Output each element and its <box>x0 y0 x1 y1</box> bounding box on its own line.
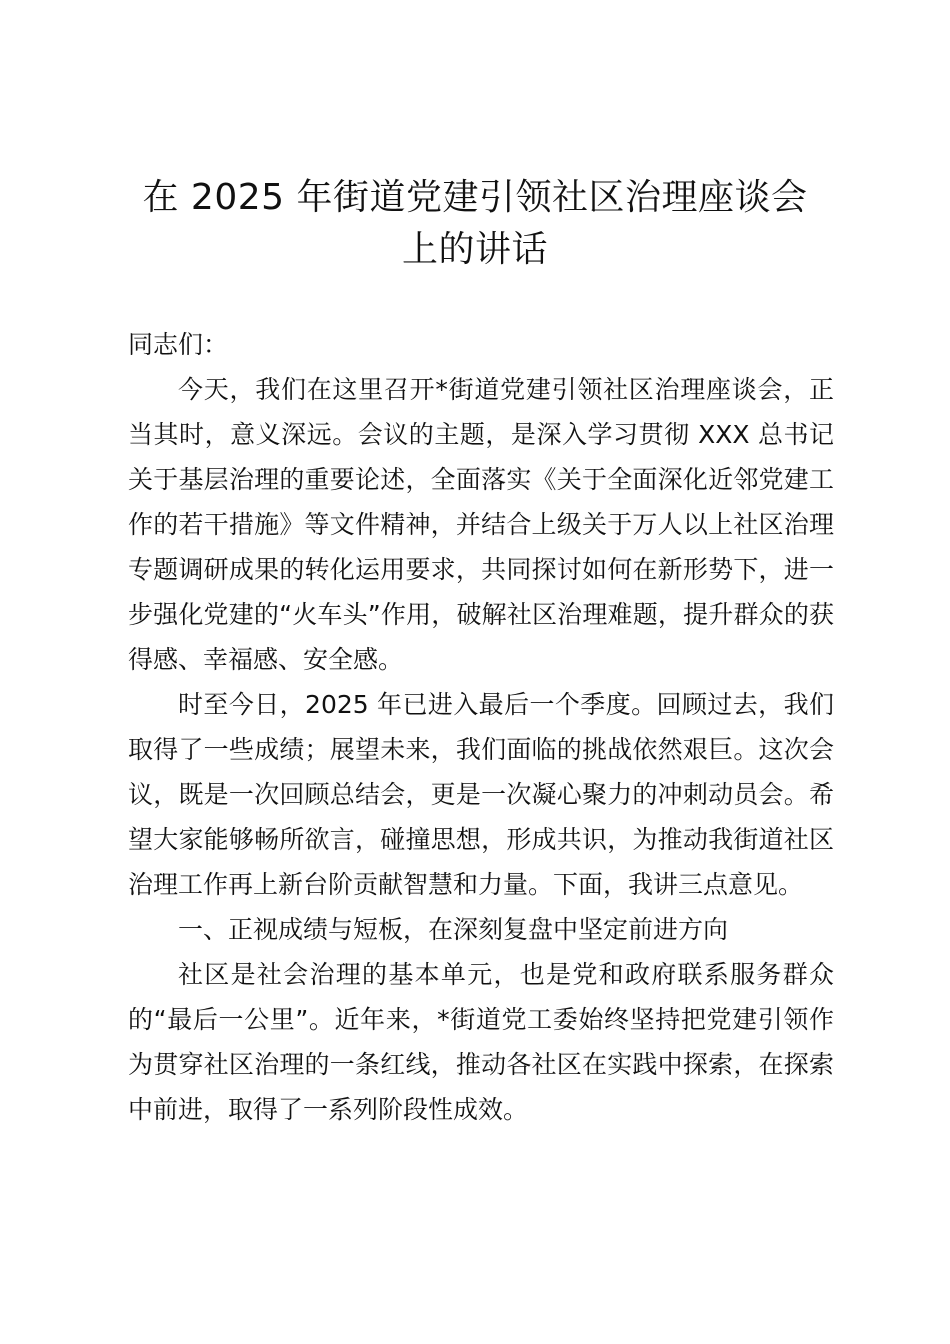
paragraph-opening: 今天，我们在这里召开*街道党建引领社区治理座谈会，正当其时，意义深远。会议的主题，是深入学习贯彻 XXX 总书记关于基层治理的重要论述，全面落实《关于全面深化近邻党建工作的若干措施》等文件精神，并结合上级关于万人以上社区治理专题调研成果的转化运用要求，共同探讨如何在新形势下，进一步强化党建的“火车头”作用，破解社区治理难题，提升群众的获得感、幸福感、安全感。 <box>128 375 834 674</box>
section-heading: 一、正视成绩与短板，在深刻复盘中坚定前进方向 <box>178 915 729 944</box>
salutation: 同志们： <box>128 330 229 359</box>
paragraph-section-one: 社区是社会治理的基本单元，也是党和政府联系服务群众的“最后一公里”。近年来，*街道党工委始终坚持把党建引领作为贯穿社区治理的一条红线，推动各社区在实践中探索，在探索中前进，取得了一系列阶段性成效。 <box>128 960 834 1124</box>
document-body <box>128 322 834 1132</box>
paragraph-context: 时至今日，2025 年已进入最后一个季度。回顾过去，我们取得了一些成绩；展望未来，我们面临的挑战依然艰巨。这次会议，既是一次回顾总结会，更是一次凝心聚力的冲刺动员会。希望大家能够畅所欲言，碰撞思想，形成共识，为推动我街道社区治理工作再上新台阶贡献智慧和力量。下面，我讲三点意见。 <box>128 690 834 899</box>
document-title: 在 2025 年街道党建引领社区治理座谈会上的讲话 <box>142 177 808 270</box>
